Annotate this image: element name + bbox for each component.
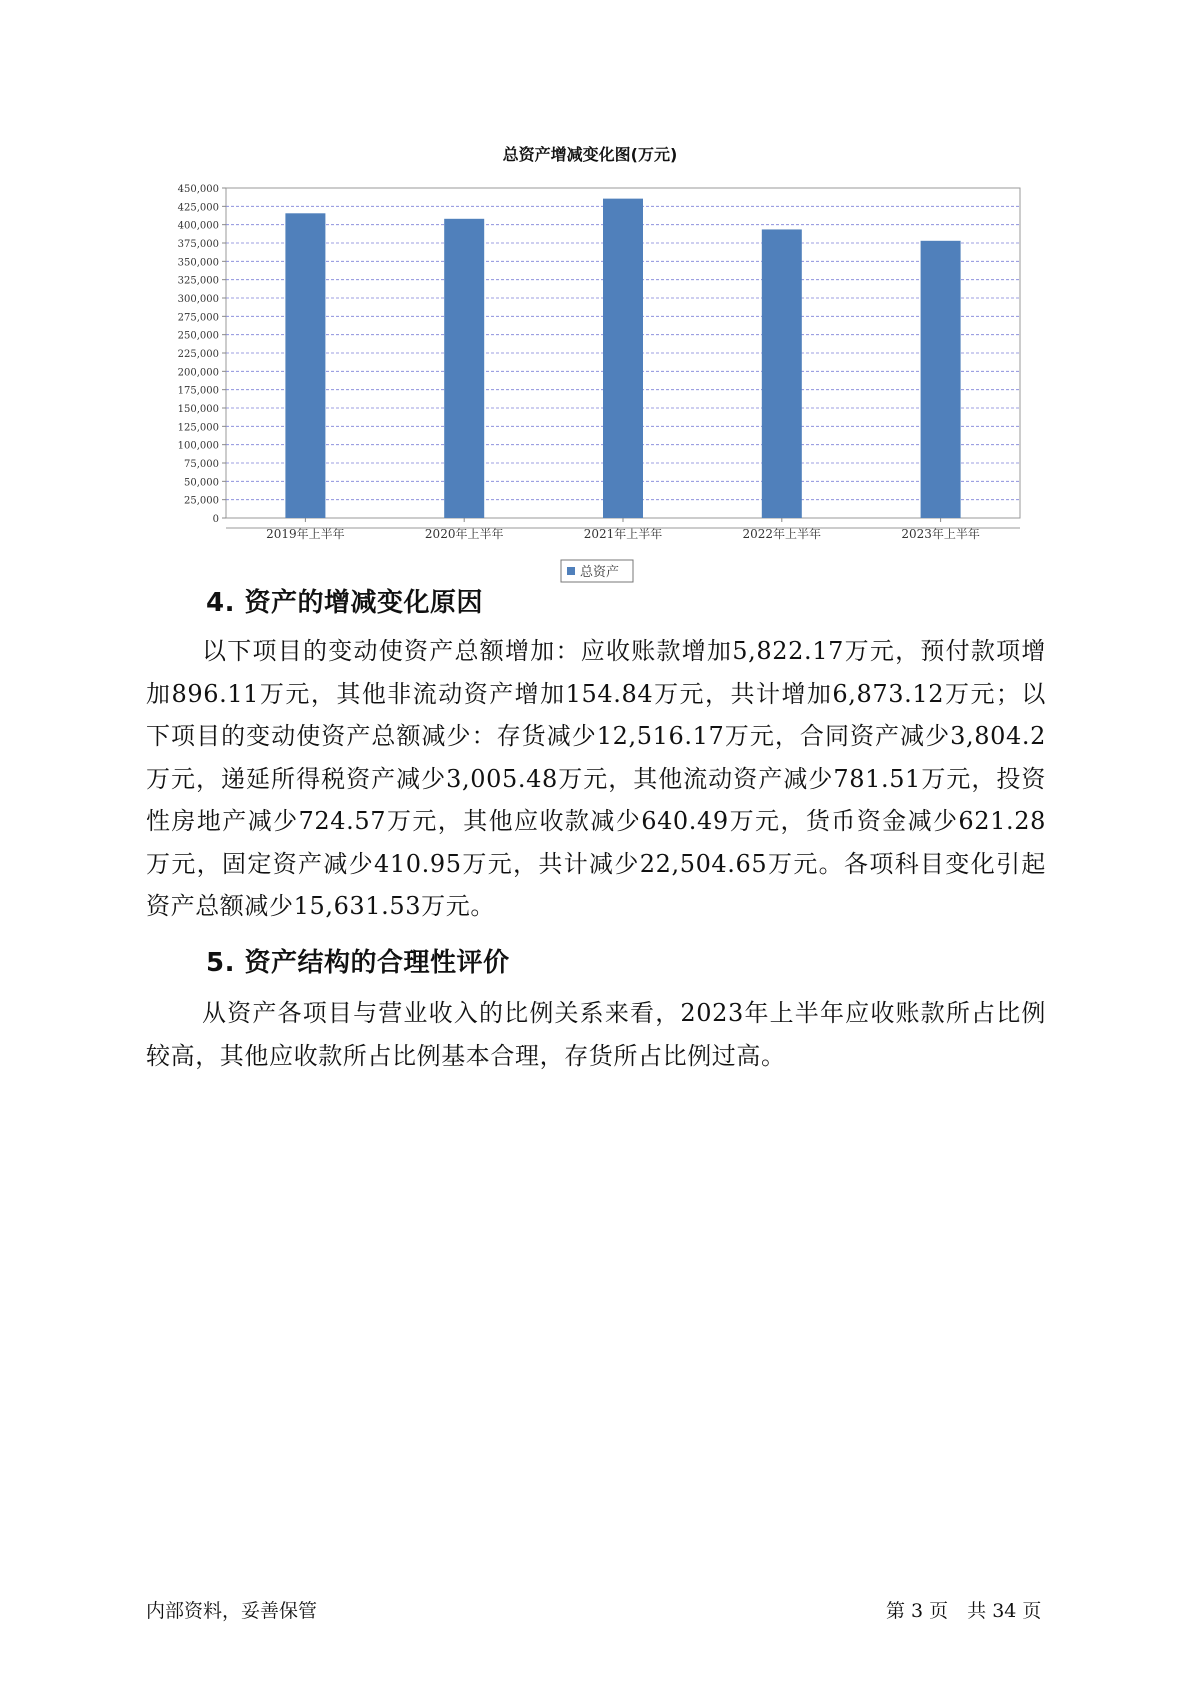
y-tick-label: 175,000 xyxy=(177,385,219,397)
y-tick-label: 400,000 xyxy=(177,220,219,232)
y-tick-label: 75,000 xyxy=(184,459,219,470)
footer-page-number: 第 3 页 共 34 页 xyxy=(886,1600,1042,1622)
x-tick-label: 2023年上半年 xyxy=(901,527,980,541)
y-tick-label: 25,000 xyxy=(184,495,219,507)
asset-chart xyxy=(150,138,1030,593)
y-tick-label: 450,000 xyxy=(177,184,219,195)
section4-body: 以下项目的变动使资产总额增加：应收账款增加5,822.17万元，预付款项增加896.11万元，其他非流动资产增加154.84万元，共计增加6,873.12万元；以下项目的变动使资产总额减少：存货减少12,516.17万元，合同资产减少3,804.2万元，递延所得税资产减少3,005.48万元，其他流动资产减少781.51万元，投资性房地产减少724.57万元，其他应收款减少640.49万元，货币资金减少621.28万元，固定资产减少410.95万元，共计减少22,504.65万元。各项科目变化引起资产总额减少15,631.53万元。 xyxy=(146,637,1046,920)
y-tick-label: 375,000 xyxy=(177,239,219,250)
chart-title: 总资产增减变化图(万元) xyxy=(502,145,678,164)
y-tick-label: 250,000 xyxy=(177,330,219,342)
bar-2 xyxy=(444,219,484,518)
y-tick-label: 350,000 xyxy=(177,257,219,269)
chart-canvas xyxy=(150,138,1030,593)
y-tick-label: 125,000 xyxy=(177,422,219,434)
y-tick-label: 275,000 xyxy=(177,312,219,324)
x-tick-label: 2021年上半年 xyxy=(583,527,663,541)
y-tick-label: 100,000 xyxy=(177,440,219,452)
bar-1 xyxy=(285,213,325,518)
y-tick-label: 425,000 xyxy=(177,202,219,214)
y-tick-label: 150,000 xyxy=(177,404,219,415)
x-tick-label: 2020年上半年 xyxy=(424,527,504,541)
bar-5 xyxy=(921,241,961,518)
x-tick-label: 2022年上半年 xyxy=(742,527,822,541)
bar-3 xyxy=(603,199,643,518)
legend-swatch xyxy=(567,567,575,575)
section4-heading: 4. 资产的增减变化原因 xyxy=(206,588,484,618)
section5-heading: 5. 资产结构的合理性评价 xyxy=(206,948,510,978)
y-tick-label: 225,000 xyxy=(177,349,219,360)
x-tick-label: 2019年上半年 xyxy=(266,527,345,541)
y-tick-label: 200,000 xyxy=(177,367,219,379)
y-tick-label: 50,000 xyxy=(184,477,219,489)
footer-confidential: 内部资料，妥善保管 xyxy=(146,1600,318,1622)
section5-body: 从资产各项目与营业收入的比例关系来看，2023年上半年应收账款所占比例较高，其他应收款所占比例基本合理，存货所占比例过高。 xyxy=(146,999,1046,1070)
y-tick-label: 300,000 xyxy=(177,294,219,305)
y-tick-label: 0 xyxy=(212,514,219,525)
y-tick-label: 325,000 xyxy=(177,275,219,287)
legend-label: 总资产 xyxy=(580,565,620,580)
bar-4 xyxy=(762,229,802,518)
